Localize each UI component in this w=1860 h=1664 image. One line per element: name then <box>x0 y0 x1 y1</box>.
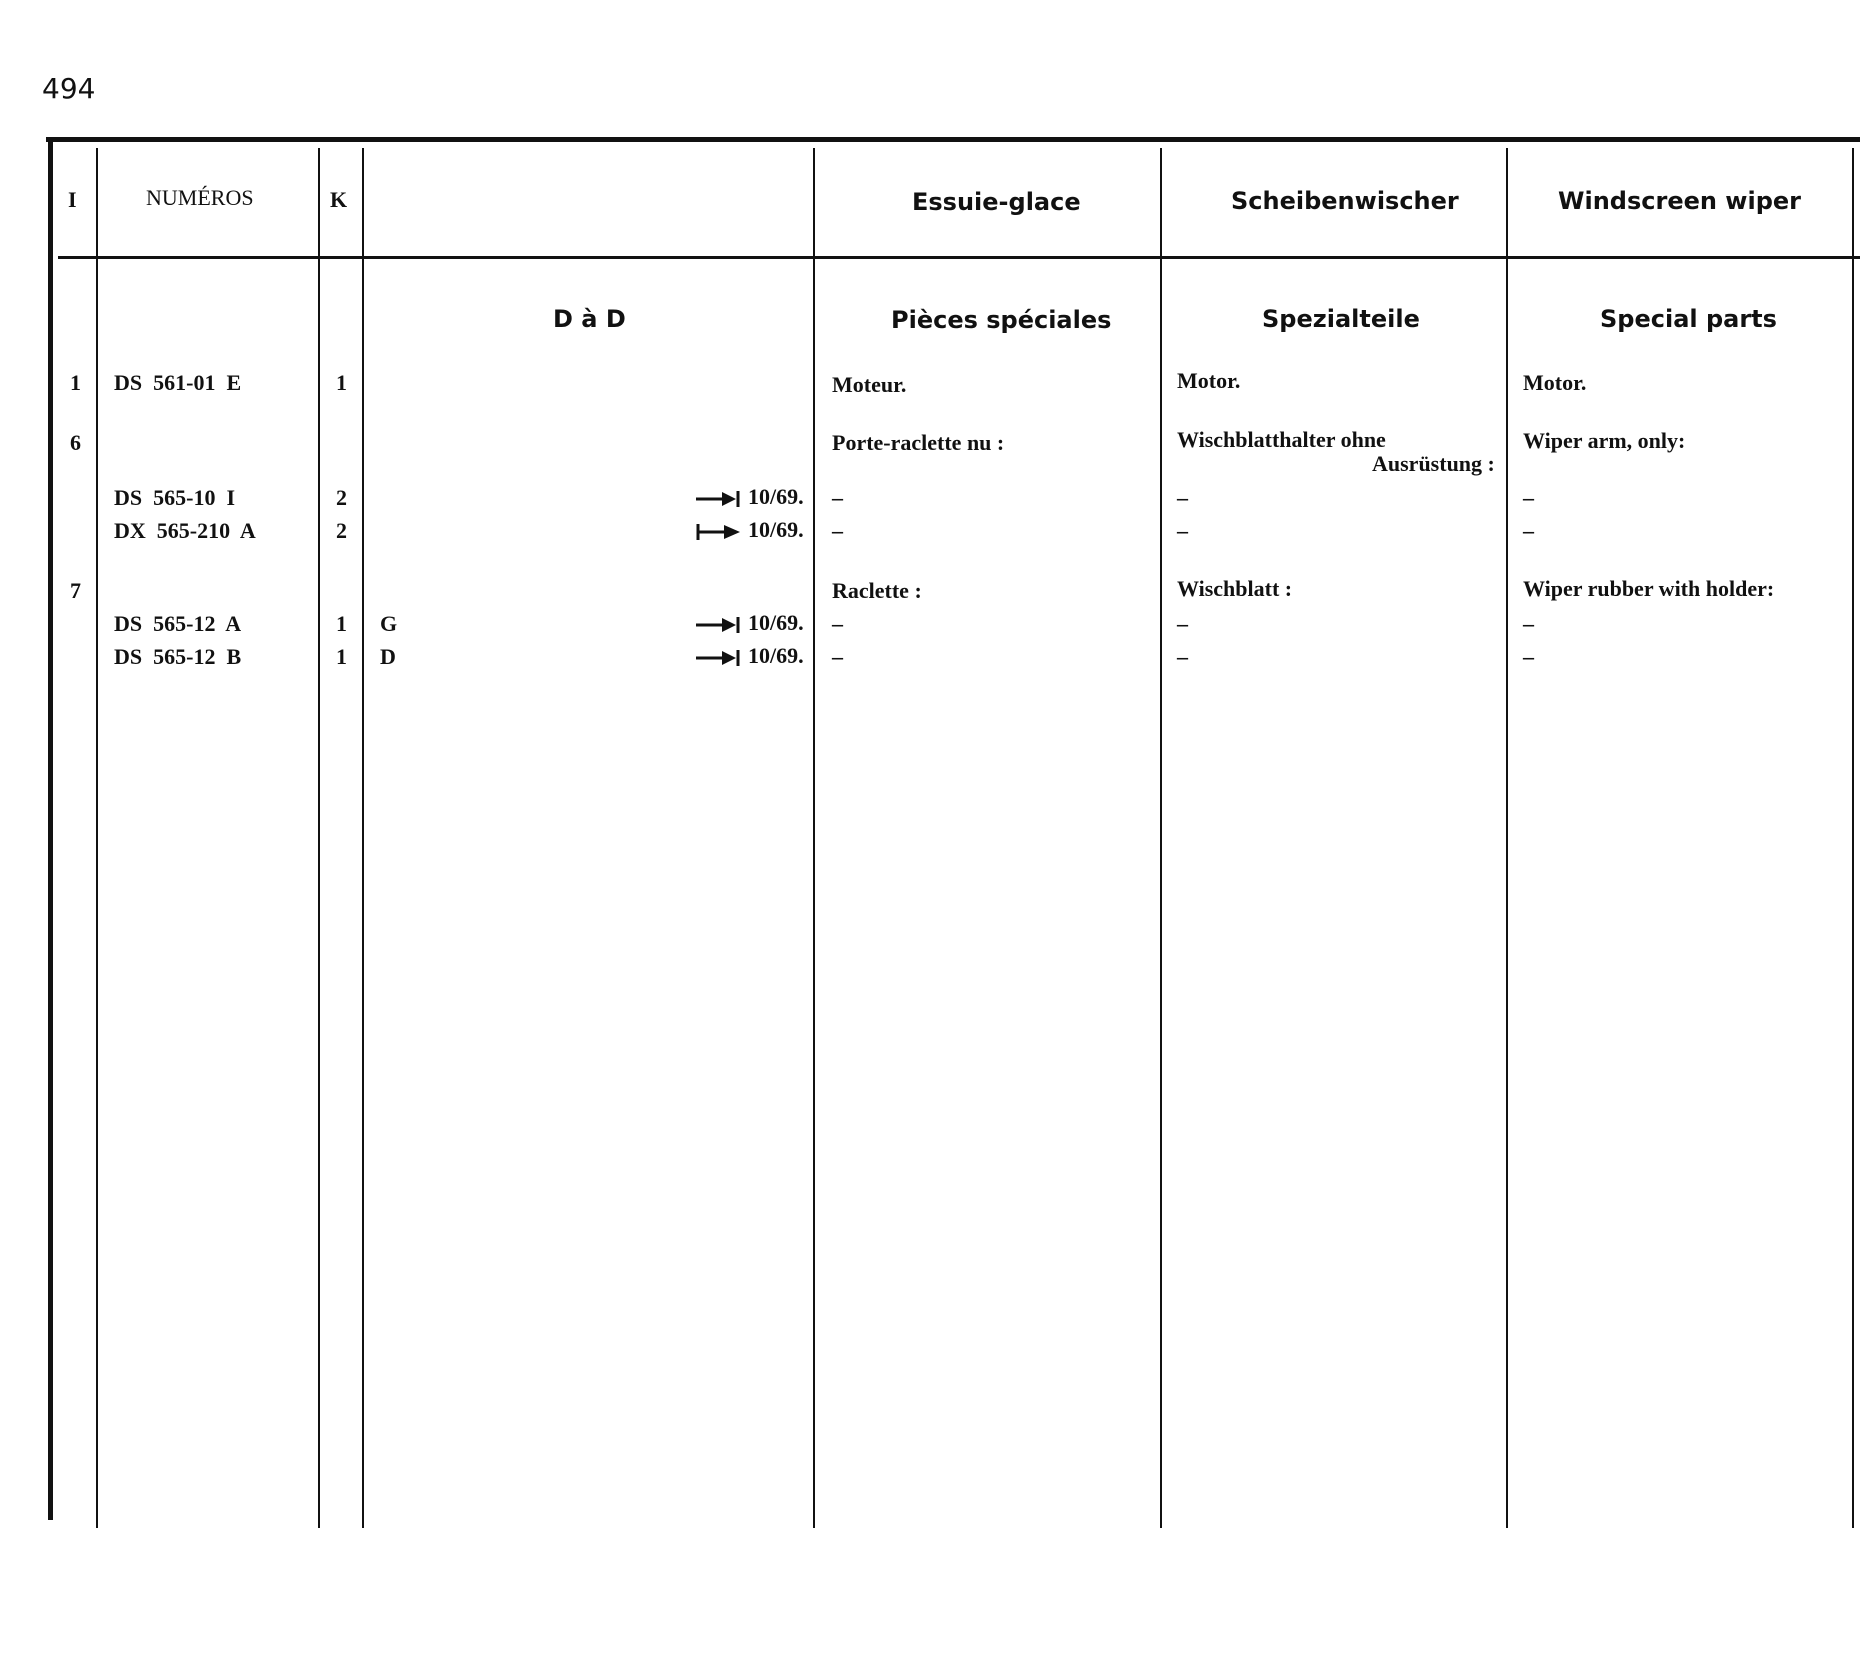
row-7-fr: Raclette : <box>832 578 922 603</box>
row-dx565-210-de: – <box>1177 518 1188 543</box>
header-col-numeros: NUMÉROS <box>146 185 254 210</box>
until-arrow-icon <box>696 489 742 509</box>
row-ds565-12a-number: DS 565-12 A <box>114 611 242 636</box>
header-col-fr: Essuie-glace <box>912 188 1081 216</box>
header-col-de: Scheibenwischer <box>1231 187 1459 215</box>
section-de: Spezialteile <box>1262 305 1420 333</box>
section-en: Special parts <box>1600 305 1777 333</box>
header-col-k: K <box>330 187 348 212</box>
divider-numeros-k <box>318 148 320 1528</box>
row-6-i: 6 <box>70 430 81 455</box>
row-1-number: DS 561-01 E <box>114 370 242 395</box>
row-ds565-12a-fr: – <box>832 611 843 636</box>
row-6-de: Wischblatthalter ohne <box>1177 427 1386 452</box>
divider-k-model <box>362 148 364 1528</box>
divider-i-numeros <box>96 148 98 1528</box>
row-dx565-10-en: – <box>1523 485 1534 510</box>
row-ds565-12a-k: 1 <box>336 611 347 636</box>
row-ds565-12b-en: – <box>1523 644 1534 669</box>
section-model: D à D <box>553 305 626 333</box>
row-6-en: Wiper arm, only: <box>1523 428 1686 453</box>
row-1-de: Motor. <box>1177 368 1241 393</box>
table-right-border <box>1852 148 1854 1528</box>
divider-de-en <box>1506 148 1508 1528</box>
row-dx565-10-k: 2 <box>336 485 347 510</box>
divider-fr-de <box>1160 148 1162 1528</box>
row-7-i: 7 <box>70 578 81 603</box>
header-col-i: I <box>68 187 77 212</box>
table-top-rule <box>46 137 1860 142</box>
row-1-fr: Moteur. <box>832 372 907 397</box>
row-6-de2: Ausrüstung : <box>1372 451 1495 476</box>
row-ds565-12b-date: 10/69. <box>696 643 804 669</box>
row-ds565-12a-date: 10/69. <box>696 610 804 636</box>
row-dx565-10-de: – <box>1177 485 1188 510</box>
row-1-en: Motor. <box>1523 370 1587 395</box>
row-ds565-12a-en: – <box>1523 611 1534 636</box>
row-ds565-12b-de: – <box>1177 644 1188 669</box>
row-1-k: 1 <box>336 370 347 395</box>
section-fr: Pièces spéciales <box>891 306 1112 334</box>
row-6-fr: Porte-raclette nu : <box>832 430 1005 455</box>
until-arrow-icon <box>696 615 742 635</box>
row-ds565-12b-fr: – <box>832 644 843 669</box>
row-ds565-12a-de: – <box>1177 611 1188 636</box>
row-dx565-210-en: – <box>1523 518 1534 543</box>
header-bottom-rule <box>58 256 1860 259</box>
row-ds565-12a-side: G <box>380 611 398 636</box>
table-left-border <box>48 140 53 1520</box>
row-dx565-210-fr: – <box>832 518 843 543</box>
until-arrow-icon <box>696 648 742 668</box>
row-1-i: 1 <box>70 370 81 395</box>
from-arrow-icon <box>696 522 742 542</box>
row-dx565-10-number: DS 565-10 I <box>114 485 236 510</box>
row-7-de: Wischblatt : <box>1177 576 1293 601</box>
divider-model-fr <box>813 148 815 1528</box>
row-7-en: Wiper rubber with holder: <box>1523 576 1775 601</box>
row-dx565-210-date: 10/69. <box>696 517 804 543</box>
row-dx565-10-fr: – <box>832 485 843 510</box>
header-col-en: Windscreen wiper <box>1558 187 1801 215</box>
row-ds565-12b-number: DS 565-12 B <box>114 644 242 669</box>
page-number: 494 <box>42 72 96 105</box>
row-dx565-10-date: 10/69. <box>696 484 804 510</box>
row-ds565-12b-side: D <box>380 644 396 669</box>
row-ds565-12b-k: 1 <box>336 644 347 669</box>
row-dx565-210-number: DX 565-210 A <box>114 518 256 543</box>
row-dx565-210-k: 2 <box>336 518 347 543</box>
